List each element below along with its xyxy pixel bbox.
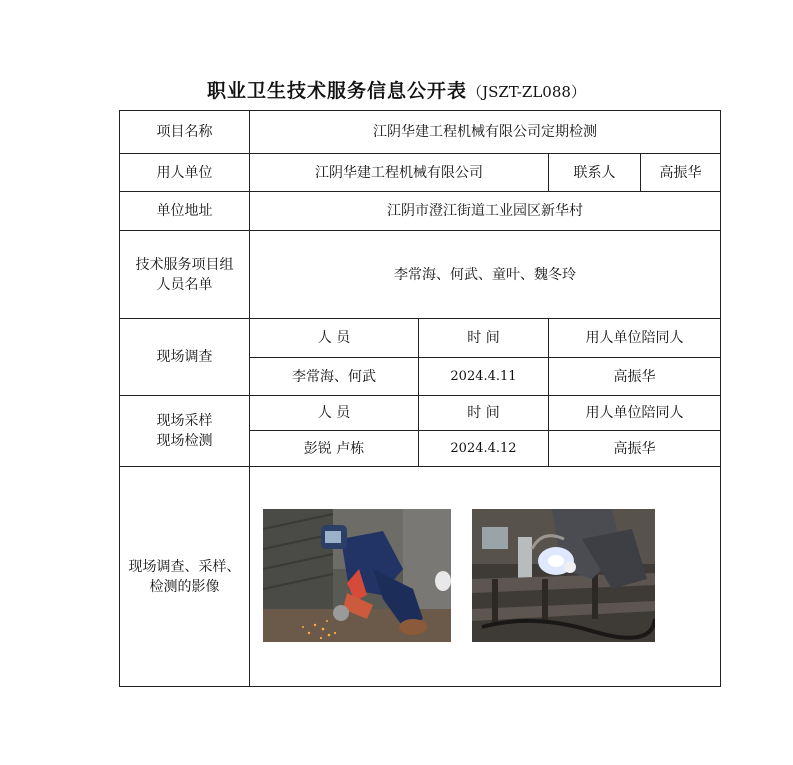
unit-label: 用人单位	[120, 154, 250, 192]
photo-welding-worker-icon	[472, 509, 655, 642]
sampling-person-header: 人 员	[250, 396, 419, 431]
survey-person: 李常海、何武	[250, 358, 419, 396]
info-table	[119, 110, 721, 687]
survey-person-header: 人 员	[250, 319, 419, 358]
address-value: 江阴市澄江街道工业园区新华村	[250, 192, 721, 231]
images-cell	[250, 467, 721, 687]
survey-companion-header: 用人单位陪同人	[549, 319, 721, 358]
project-label: 项目名称	[120, 111, 250, 154]
survey-time-header: 时 间	[419, 319, 549, 358]
survey-label: 现场调查	[120, 319, 250, 396]
survey-time: 2024.4.11	[419, 358, 549, 396]
photo-grinding-worker	[263, 509, 451, 642]
row-project	[120, 111, 721, 154]
row-team	[120, 231, 721, 319]
address-label: 单位地址	[120, 192, 250, 231]
survey-companion: 高振华	[549, 358, 721, 396]
team-value: 李常海、何武、童叶、魏冬玲	[250, 231, 721, 319]
row-address	[120, 192, 721, 231]
page-title	[0, 76, 793, 103]
sampling-label: 现场采样现场检测	[120, 396, 250, 467]
team-label: 技术服务项目组人员名单	[120, 231, 250, 319]
contact-label: 联系人	[549, 154, 641, 192]
contact-value: 高振华	[641, 154, 721, 192]
unit-value: 江阴华建工程机械有限公司	[250, 154, 549, 192]
row-sampling-header	[120, 396, 721, 431]
photo-grinding-worker-icon	[263, 509, 451, 642]
sampling-companion-header: 用人单位陪同人	[549, 396, 721, 431]
photo-welding-worker	[472, 509, 655, 642]
row-survey-header	[120, 319, 721, 358]
row-images	[120, 467, 721, 687]
sampling-person: 彭锐 卢栋	[250, 431, 419, 467]
images-label: 现场调查、采样、检测的影像	[120, 467, 250, 687]
title-code: （JSZT-ZL088）	[467, 83, 586, 101]
photo-gallery	[250, 467, 720, 686]
sampling-time-header: 时 间	[419, 396, 549, 431]
row-unit	[120, 154, 721, 192]
title-main: 职业卫生技术服务信息公开表	[207, 80, 468, 102]
sampling-companion: 高振华	[549, 431, 721, 467]
sampling-time: 2024.4.12	[419, 431, 549, 467]
project-value: 江阴华建工程机械有限公司定期检测	[250, 111, 721, 154]
